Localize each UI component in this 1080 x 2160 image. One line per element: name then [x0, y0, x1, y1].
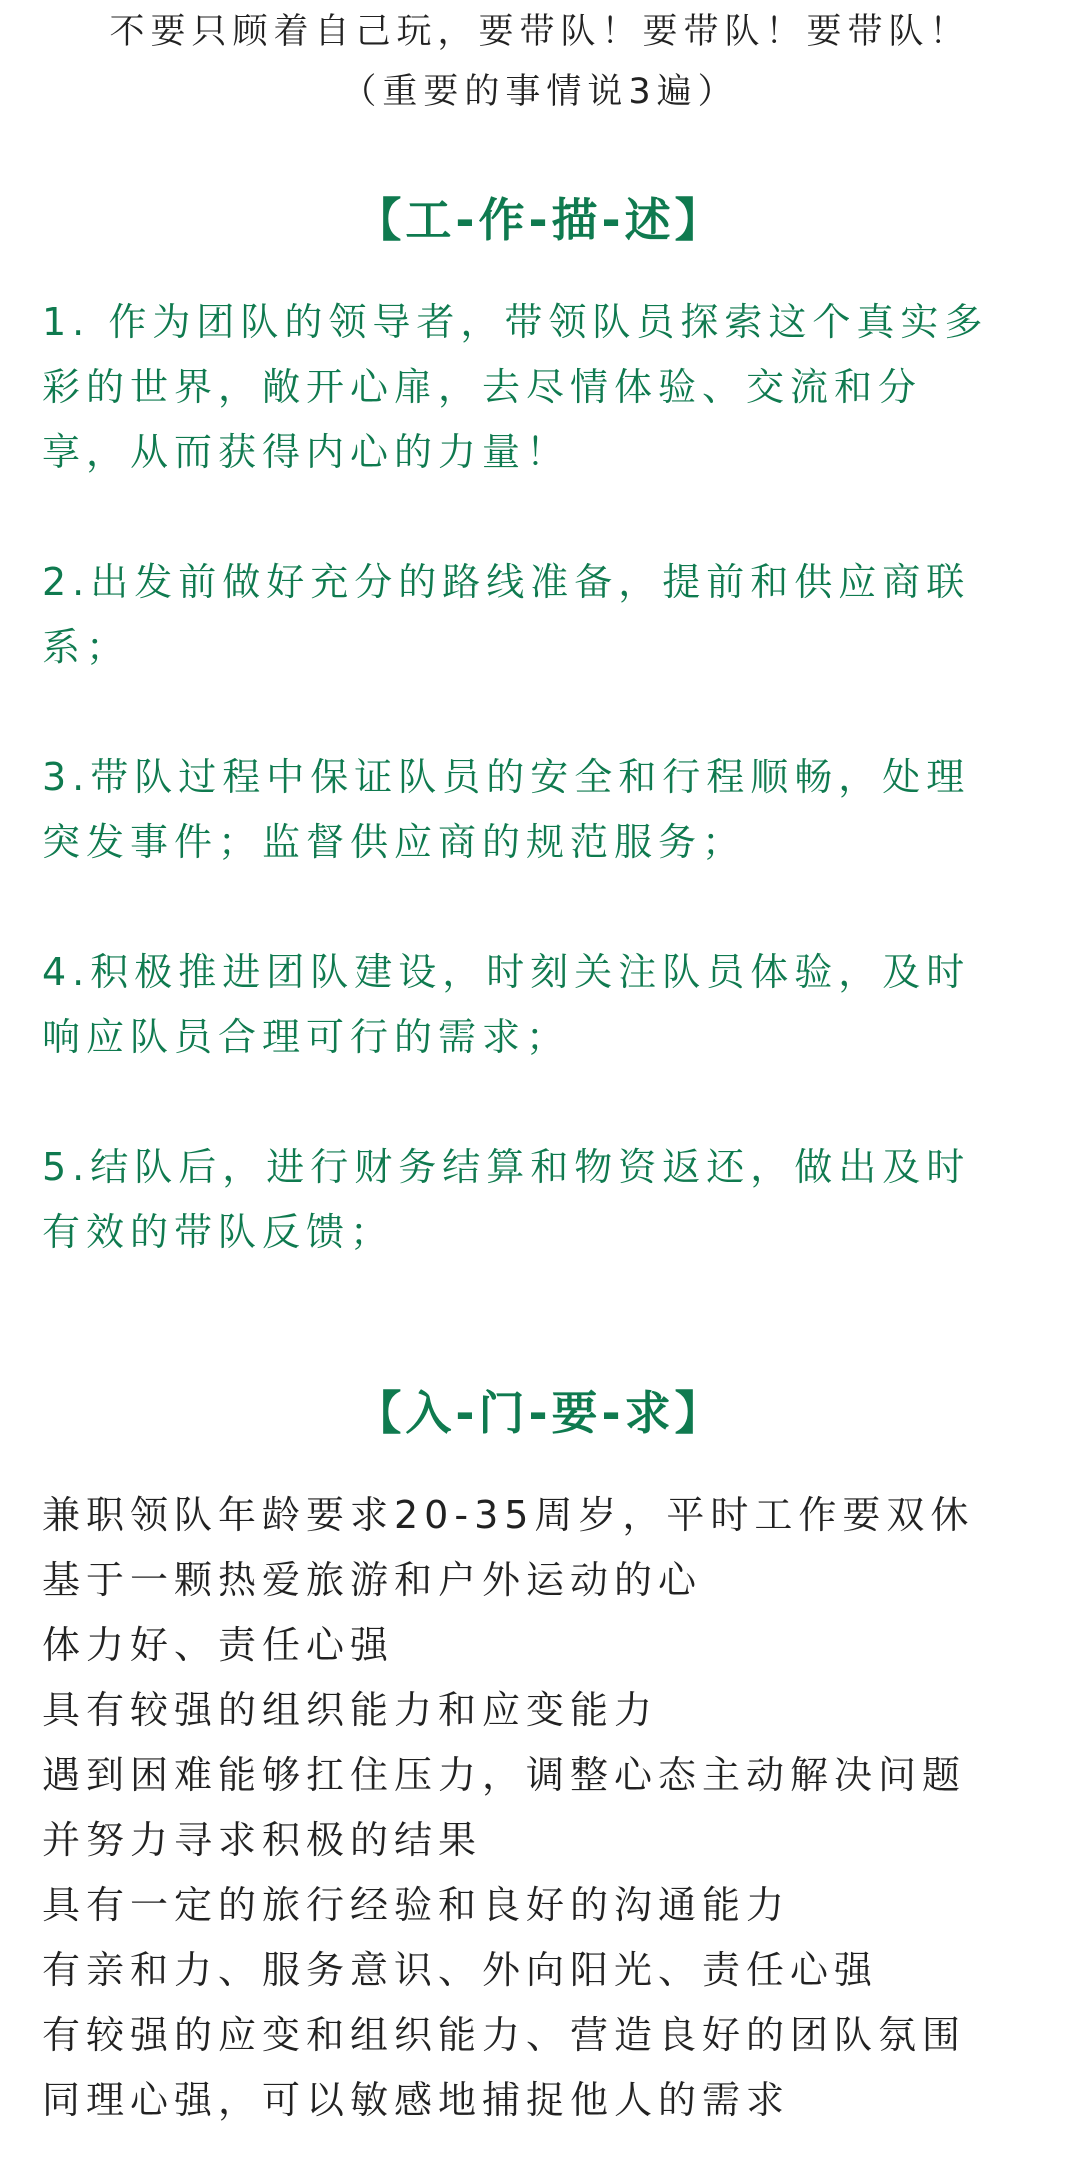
duty-item: [42, 290, 1052, 485]
duty-line: 1. 作为团队的领导者，带领队员探索这个真实多: [42, 300, 989, 344]
requirement-item: 同理心强，可以敏感地捕捉他人的需求: [42, 2078, 791, 2122]
duty-item: [42, 1135, 1052, 1265]
requirement-item: 基于一颗热爱旅游和户外运动的心: [42, 1558, 703, 1602]
duty-line: 突发事件；监督供应商的规范服务；: [42, 820, 747, 864]
requirements-title: 【入-门-要-求】: [355, 1386, 725, 1440]
duty-line: 4.积极推进团队建设，时刻关注队员体验，及时: [42, 950, 971, 994]
duty-line: 彩的世界，敞开心扉，去尽情体验、交流和分: [42, 365, 923, 409]
duty-line: 享，从而获得内心的力量！: [42, 430, 571, 474]
duty-item: [42, 940, 1052, 1070]
duty-line: 有效的带队反馈；: [42, 1210, 395, 1254]
requirement-item: 并努力寻求积极的结果: [42, 1818, 483, 1862]
requirement-item: 具有较强的组织能力和应变能力: [42, 1688, 659, 1732]
job-description-list: [0, 290, 1052, 1265]
requirement-item: 遇到困难能够扛住压力，调整心态主动解决问题: [42, 1753, 967, 1797]
intro-note: （重要的事情说3遍）: [341, 72, 739, 112]
duty-line: 响应队员合理可行的需求；: [42, 1015, 571, 1059]
duty-item: [42, 550, 1052, 680]
requirement-item: 有较强的应变和组织能力、营造良好的团队氛围: [42, 2013, 967, 2057]
job-description-title: 【工-作-描-述】: [355, 193, 725, 247]
duty-line: 2.出发前做好充分的路线准备，提前和供应商联: [42, 560, 971, 604]
duty-line: 3.带队过程中保证队员的安全和行程顺畅，处理: [42, 755, 971, 799]
intro-line: 不要只顾着自己玩，要带队！要带队！要带队！: [109, 12, 971, 52]
requirement-item: 体力好、责任心强: [42, 1623, 395, 1667]
requirement-item: 兼职领队年龄要求20-35周岁，平时工作要双休: [42, 1493, 975, 1537]
duty-item: [42, 745, 1052, 875]
requirement-item: 具有一定的旅行经验和良好的沟通能力: [42, 1883, 791, 1927]
duty-line: 5.结队后，进行财务结算和物资返还，做出及时: [42, 1145, 971, 1189]
requirements-list: [0, 1483, 1052, 2133]
requirement-item: 有亲和力、服务意识、外向阳光、责任心强: [42, 1948, 879, 1992]
intro-block: [0, 0, 1080, 122]
duty-line: 系；: [42, 625, 131, 669]
